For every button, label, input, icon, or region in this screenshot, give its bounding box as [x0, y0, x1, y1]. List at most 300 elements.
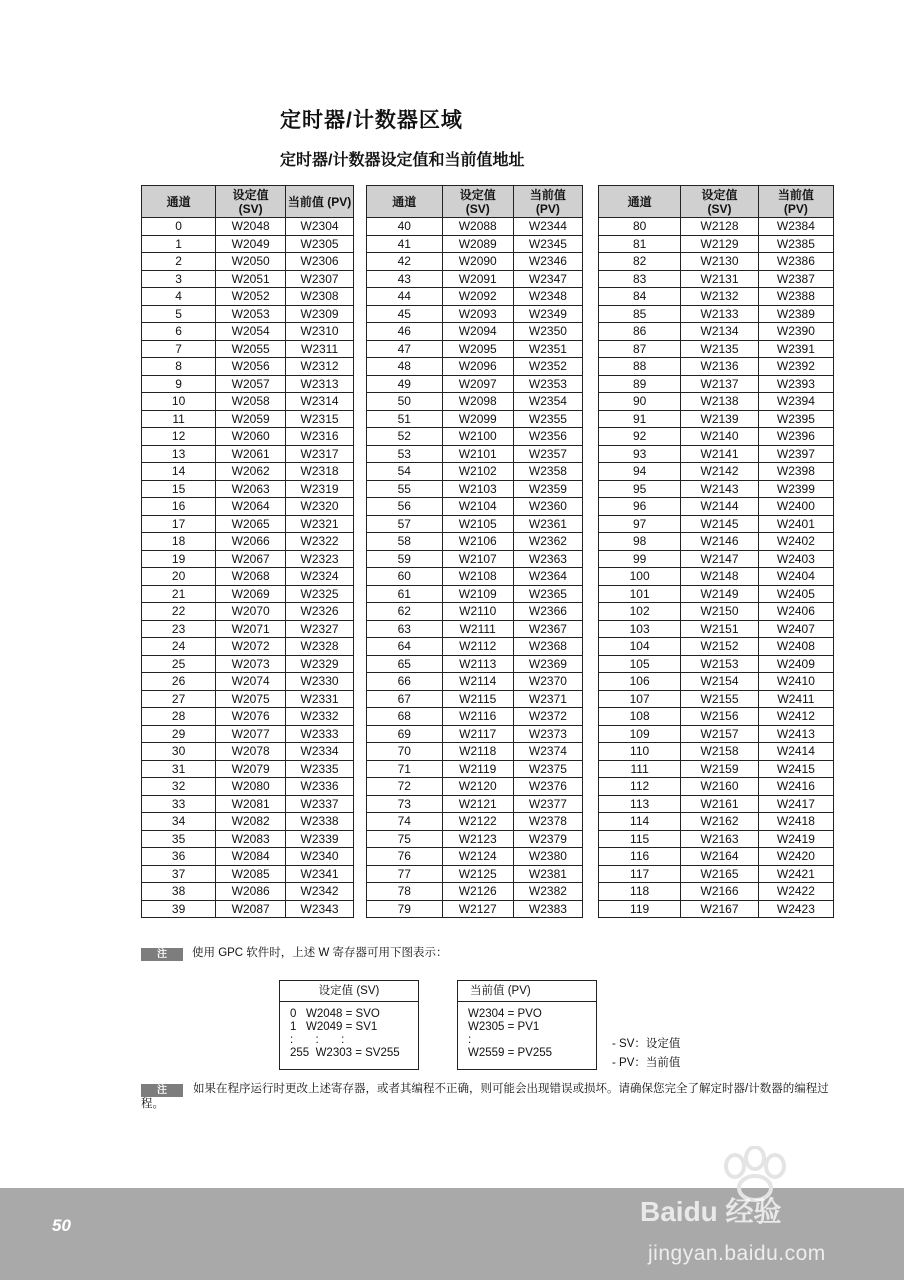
sv-cell: W2082 — [216, 813, 286, 831]
note-tag-1: 注 — [141, 948, 183, 961]
table-row — [142, 778, 354, 796]
table-row — [599, 813, 834, 831]
channel-cell: 36 — [142, 848, 216, 866]
table-row — [599, 708, 834, 726]
table-row — [367, 463, 583, 481]
pv-cell: W2311 — [286, 340, 354, 358]
channel-cell: 112 — [599, 778, 681, 796]
table-row — [367, 830, 583, 848]
table-row — [142, 445, 354, 463]
channel-cell: 95 — [599, 480, 681, 498]
table-row — [599, 358, 834, 376]
pv-cell: W2321 — [286, 515, 354, 533]
sv-cell: W2063 — [216, 480, 286, 498]
sv-cell: W2051 — [216, 270, 286, 288]
table-row — [142, 813, 354, 831]
pv-cell: W2392 — [758, 358, 833, 376]
sv-cell: W2154 — [681, 673, 759, 691]
sv-cell: W2131 — [681, 270, 759, 288]
header-channel: 通道 — [599, 186, 681, 218]
sv-cell: W2160 — [681, 778, 759, 796]
channel-cell: 83 — [599, 270, 681, 288]
table-row — [599, 515, 834, 533]
channel-cell: 66 — [367, 673, 443, 691]
channel-cell: 12 — [142, 428, 216, 446]
channel-cell: 69 — [367, 725, 443, 743]
pv-cell: W2312 — [286, 358, 354, 376]
sv-cell: W2049 — [216, 235, 286, 253]
sv-box-title: 设定值 (SV) — [280, 981, 418, 1002]
sv-cell: W2155 — [681, 690, 759, 708]
channel-cell: 99 — [599, 550, 681, 568]
channel-cell: 81 — [599, 235, 681, 253]
sv-cell: W2130 — [681, 253, 759, 271]
sv-cell: W2112 — [442, 638, 513, 656]
table-row — [367, 585, 583, 603]
table-row — [599, 760, 834, 778]
channel-cell: 20 — [142, 568, 216, 586]
table-row — [367, 393, 583, 411]
sv-cell: W2100 — [442, 428, 513, 446]
sv-cell: W2099 — [442, 410, 513, 428]
sv-cell: W2125 — [442, 865, 513, 883]
pv-cell: W2415 — [758, 760, 833, 778]
header-pv: 当前值 (PV) — [286, 186, 354, 218]
sv-cell: W2078 — [216, 743, 286, 761]
sv-cell: W2083 — [216, 830, 286, 848]
pv-cell: W2413 — [758, 725, 833, 743]
channel-cell: 1 — [142, 235, 216, 253]
sv-cell: W2101 — [442, 445, 513, 463]
channel-cell: 15 — [142, 480, 216, 498]
table-row — [142, 498, 354, 516]
channel-cell: 59 — [367, 550, 443, 568]
table-row — [367, 305, 583, 323]
pv-cell: W2317 — [286, 445, 354, 463]
pv-cell: W2358 — [513, 463, 582, 481]
channel-cell: 82 — [599, 253, 681, 271]
table-row — [142, 428, 354, 446]
pv-cell: W2421 — [758, 865, 833, 883]
pv-cell: W2339 — [286, 830, 354, 848]
pv-cell: W2323 — [286, 550, 354, 568]
pv-cell: W2326 — [286, 603, 354, 621]
pv-cell: W2375 — [513, 760, 582, 778]
channel-cell: 65 — [367, 655, 443, 673]
table-row — [367, 813, 583, 831]
table-row — [599, 270, 834, 288]
table-row — [367, 410, 583, 428]
sv-cell: W2115 — [442, 690, 513, 708]
pv-box — [457, 980, 597, 1070]
pv-box-title: 当前值 (PV) — [458, 981, 596, 1002]
sv-cell: W2118 — [442, 743, 513, 761]
sv-cell: W2096 — [442, 358, 513, 376]
table-row — [599, 533, 834, 551]
channel-cell: 13 — [142, 445, 216, 463]
channel-cell: 14 — [142, 463, 216, 481]
pv-cell: W2423 — [758, 900, 833, 918]
pv-cell: W2411 — [758, 690, 833, 708]
pv-cell: W2381 — [513, 865, 582, 883]
sv-cell: W2135 — [681, 340, 759, 358]
sv-cell: W2093 — [442, 305, 513, 323]
channel-cell: 79 — [367, 900, 443, 918]
sv-cell: W2113 — [442, 655, 513, 673]
pv-cell: W2328 — [286, 638, 354, 656]
sv-cell: W2134 — [681, 323, 759, 341]
channel-cell: 80 — [599, 218, 681, 236]
table-row — [142, 638, 354, 656]
sv-cell: W2105 — [442, 515, 513, 533]
table-row — [367, 760, 583, 778]
pv-cell: W2327 — [286, 620, 354, 638]
channel-cell: 9 — [142, 375, 216, 393]
pv-cell: W2407 — [758, 620, 833, 638]
table-row — [142, 900, 354, 918]
table-row — [599, 550, 834, 568]
channel-cell: 75 — [367, 830, 443, 848]
sv-cell: W2060 — [216, 428, 286, 446]
channel-cell: 60 — [367, 568, 443, 586]
pv-cell: W2313 — [286, 375, 354, 393]
sv-cell: W2071 — [216, 620, 286, 638]
sv-cell: W2148 — [681, 568, 759, 586]
pv-cell: W2390 — [758, 323, 833, 341]
pv-cell: W2374 — [513, 743, 582, 761]
channel-cell: 108 — [599, 708, 681, 726]
header-sv: 设定值 (SV) — [216, 186, 286, 218]
channel-cell: 43 — [367, 270, 443, 288]
sv-cell: W2075 — [216, 690, 286, 708]
sv-cell: W2161 — [681, 795, 759, 813]
table-row — [599, 690, 834, 708]
sv-cell: W2119 — [442, 760, 513, 778]
channel-cell: 25 — [142, 655, 216, 673]
sv-cell: W2162 — [681, 813, 759, 831]
table-row — [142, 795, 354, 813]
table-row — [142, 375, 354, 393]
channel-cell: 51 — [367, 410, 443, 428]
pv-cell: W2356 — [513, 428, 582, 446]
sv-cell: W2145 — [681, 515, 759, 533]
pv-cell: W2352 — [513, 358, 582, 376]
pv-cell: W2306 — [286, 253, 354, 271]
sv-cell: W2151 — [681, 620, 759, 638]
table-row — [599, 673, 834, 691]
pv-line: W2305 = PV1 — [468, 1021, 540, 1033]
channel-cell: 96 — [599, 498, 681, 516]
channel-cell: 2 — [142, 253, 216, 271]
legend-sv: - SV：设定值 — [612, 1038, 681, 1050]
table-row — [142, 463, 354, 481]
section-subtitle: 定时器/计数器设定值和当前值地址 — [280, 152, 525, 169]
sv-cell: W2054 — [216, 323, 286, 341]
channel-cell: 40 — [367, 218, 443, 236]
table-row — [367, 445, 583, 463]
pv-cell: W2386 — [758, 253, 833, 271]
table-row — [142, 830, 354, 848]
channel-cell: 106 — [599, 673, 681, 691]
pv-cell: W2360 — [513, 498, 582, 516]
table-row — [599, 235, 834, 253]
sv-cell: W2053 — [216, 305, 286, 323]
sv-cell: W2086 — [216, 883, 286, 901]
channel-cell: 30 — [142, 743, 216, 761]
sv-cell: W2137 — [681, 375, 759, 393]
pv-cell: W2371 — [513, 690, 582, 708]
sv-line: 255 W2303 = SV255 — [290, 1047, 400, 1059]
sv-cell: W2088 — [442, 218, 513, 236]
channel-cell: 6 — [142, 323, 216, 341]
sv-box — [279, 980, 419, 1070]
table-row — [367, 848, 583, 866]
sv-cell: W2158 — [681, 743, 759, 761]
sv-cell: W2138 — [681, 393, 759, 411]
pv-cell: W2305 — [286, 235, 354, 253]
sv-cell: W2108 — [442, 568, 513, 586]
table-row — [142, 218, 354, 236]
table-row — [599, 410, 834, 428]
channel-cell: 119 — [599, 900, 681, 918]
table-row — [142, 603, 354, 621]
table-row — [367, 778, 583, 796]
channel-cell: 39 — [142, 900, 216, 918]
channel-cell: 110 — [599, 743, 681, 761]
table-row — [367, 358, 583, 376]
pv-cell: W2417 — [758, 795, 833, 813]
sv-cell: W2116 — [442, 708, 513, 726]
table-row — [599, 725, 834, 743]
sv-cell: W2111 — [442, 620, 513, 638]
channel-cell: 111 — [599, 760, 681, 778]
channel-cell: 93 — [599, 445, 681, 463]
table-row — [142, 533, 354, 551]
pv-cell: W2385 — [758, 235, 833, 253]
channel-cell: 0 — [142, 218, 216, 236]
channel-cell: 34 — [142, 813, 216, 831]
pv-cell: W2344 — [513, 218, 582, 236]
channel-cell: 61 — [367, 585, 443, 603]
sv-cell: W2163 — [681, 830, 759, 848]
table-row — [142, 550, 354, 568]
pv-cell: W2388 — [758, 288, 833, 306]
sv-cell: W2072 — [216, 638, 286, 656]
table-row — [367, 375, 583, 393]
pv-line: : — [468, 1034, 472, 1046]
pv-cell: W2404 — [758, 568, 833, 586]
channel-cell: 94 — [599, 463, 681, 481]
table-row — [367, 620, 583, 638]
sv-cell: W2126 — [442, 883, 513, 901]
sv-cell: W2124 — [442, 848, 513, 866]
channel-cell: 105 — [599, 655, 681, 673]
sv-cell: W2110 — [442, 603, 513, 621]
sv-cell: W2149 — [681, 585, 759, 603]
sv-cell: W2129 — [681, 235, 759, 253]
pv-cell: W2383 — [513, 900, 582, 918]
header-pv: 当前值 (PV) — [758, 186, 833, 218]
channel-cell: 116 — [599, 848, 681, 866]
sv-cell: W2102 — [442, 463, 513, 481]
table-row — [599, 585, 834, 603]
channel-cell: 73 — [367, 795, 443, 813]
channel-cell: 86 — [599, 323, 681, 341]
pv-cell: W2384 — [758, 218, 833, 236]
sv-cell: W2144 — [681, 498, 759, 516]
sv-cell: W2114 — [442, 673, 513, 691]
sv-cell: W2069 — [216, 585, 286, 603]
pv-cell: W2359 — [513, 480, 582, 498]
sv-cell: W2048 — [216, 218, 286, 236]
pv-cell: W2382 — [513, 883, 582, 901]
sv-cell: W2152 — [681, 638, 759, 656]
sv-cell: W2097 — [442, 375, 513, 393]
sv-cell: W2090 — [442, 253, 513, 271]
table-row — [367, 288, 583, 306]
table-row — [142, 358, 354, 376]
channel-cell: 77 — [367, 865, 443, 883]
sv-cell: W2052 — [216, 288, 286, 306]
table-row — [142, 515, 354, 533]
table-row — [599, 848, 834, 866]
note-text-1: 使用 GPC 软件时，上述 W 寄存器可用下图表示： — [192, 947, 448, 959]
pv-cell: W2396 — [758, 428, 833, 446]
pv-cell: W2319 — [286, 480, 354, 498]
table-row — [367, 795, 583, 813]
sv-cell: W2123 — [442, 830, 513, 848]
table-row — [599, 480, 834, 498]
channel-cell: 109 — [599, 725, 681, 743]
pv-cell: W2345 — [513, 235, 582, 253]
table-row — [599, 393, 834, 411]
header-pv: 当前值 (PV) — [513, 186, 582, 218]
table-row — [599, 463, 834, 481]
channel-cell: 78 — [367, 883, 443, 901]
channel-cell: 71 — [367, 760, 443, 778]
pv-cell: W2368 — [513, 638, 582, 656]
sv-cell: W2068 — [216, 568, 286, 586]
table-row — [599, 900, 834, 918]
pv-cell: W2418 — [758, 813, 833, 831]
channel-cell: 117 — [599, 865, 681, 883]
table-row — [142, 655, 354, 673]
sv-cell: W2142 — [681, 463, 759, 481]
channel-cell: 63 — [367, 620, 443, 638]
pv-cell: W2362 — [513, 533, 582, 551]
channel-cell: 72 — [367, 778, 443, 796]
table-row — [142, 743, 354, 761]
table-row — [142, 673, 354, 691]
channel-cell: 41 — [367, 235, 443, 253]
channel-cell: 50 — [367, 393, 443, 411]
channel-cell: 10 — [142, 393, 216, 411]
channel-cell: 56 — [367, 498, 443, 516]
table-row — [367, 253, 583, 271]
channel-cell: 29 — [142, 725, 216, 743]
channel-cell: 57 — [367, 515, 443, 533]
channel-cell: 8 — [142, 358, 216, 376]
channel-cell: 84 — [599, 288, 681, 306]
table-row — [599, 568, 834, 586]
pv-cell: W2351 — [513, 340, 582, 358]
pv-cell: W2398 — [758, 463, 833, 481]
pv-cell: W2310 — [286, 323, 354, 341]
pv-cell: W2335 — [286, 760, 354, 778]
channel-cell: 33 — [142, 795, 216, 813]
sv-cell: W2056 — [216, 358, 286, 376]
pv-cell: W2400 — [758, 498, 833, 516]
table-row — [142, 410, 354, 428]
sv-cell: W2066 — [216, 533, 286, 551]
sv-cell: W2095 — [442, 340, 513, 358]
sv-cell: W2055 — [216, 340, 286, 358]
table-row — [142, 848, 354, 866]
channel-cell: 53 — [367, 445, 443, 463]
channel-cell: 70 — [367, 743, 443, 761]
table-row — [367, 498, 583, 516]
table-row — [367, 515, 583, 533]
channel-cell: 18 — [142, 533, 216, 551]
channel-cell: 3 — [142, 270, 216, 288]
sv-cell: W2165 — [681, 865, 759, 883]
pv-cell: W2334 — [286, 743, 354, 761]
table-row — [367, 690, 583, 708]
channel-cell: 118 — [599, 883, 681, 901]
sv-cell: W2128 — [681, 218, 759, 236]
pv-cell: W2399 — [758, 480, 833, 498]
sv-cell: W2104 — [442, 498, 513, 516]
sv-cell: W2059 — [216, 410, 286, 428]
channel-cell: 58 — [367, 533, 443, 551]
pv-cell: W2414 — [758, 743, 833, 761]
sv-cell: W2127 — [442, 900, 513, 918]
table-row — [599, 603, 834, 621]
pv-cell: W2332 — [286, 708, 354, 726]
channel-cell: 115 — [599, 830, 681, 848]
pv-cell: W2350 — [513, 323, 582, 341]
table-row — [142, 305, 354, 323]
pv-cell: W2365 — [513, 585, 582, 603]
address-table-2 — [366, 185, 583, 918]
table-row — [142, 393, 354, 411]
table-row — [142, 235, 354, 253]
sv-line: : : : — [290, 1034, 345, 1046]
sv-cell: W2081 — [216, 795, 286, 813]
table-row — [367, 708, 583, 726]
sv-cell: W2136 — [681, 358, 759, 376]
pv-cell: W2308 — [286, 288, 354, 306]
channel-cell: 19 — [142, 550, 216, 568]
table-row — [599, 638, 834, 656]
sv-cell: W2164 — [681, 848, 759, 866]
table-row — [367, 883, 583, 901]
pv-cell: W2320 — [286, 498, 354, 516]
pv-cell: W2348 — [513, 288, 582, 306]
sv-cell: W2094 — [442, 323, 513, 341]
table-row — [367, 865, 583, 883]
pv-cell: W2402 — [758, 533, 833, 551]
pv-cell: W2376 — [513, 778, 582, 796]
sv-cell: W2092 — [442, 288, 513, 306]
sv-cell: W2077 — [216, 725, 286, 743]
table-row — [599, 428, 834, 446]
table-row — [367, 323, 583, 341]
table-row — [142, 690, 354, 708]
table-row — [142, 585, 354, 603]
pv-cell: W2354 — [513, 393, 582, 411]
pv-cell: W2403 — [758, 550, 833, 568]
